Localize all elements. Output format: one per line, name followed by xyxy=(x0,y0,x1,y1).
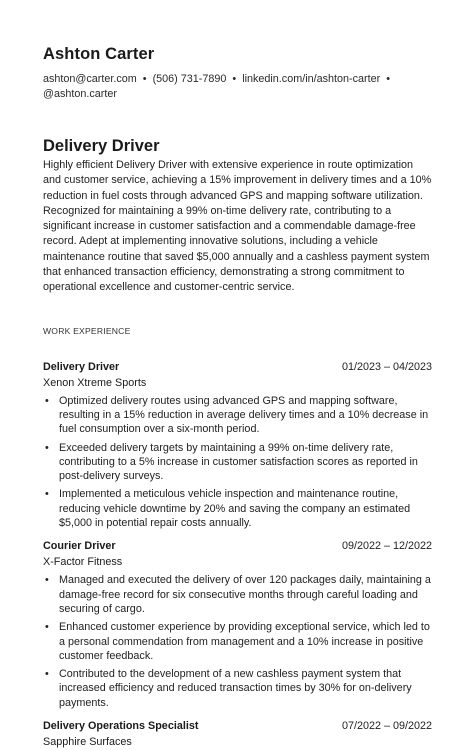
bullet-icon: • xyxy=(45,441,49,454)
list-item xyxy=(43,394,432,437)
job-bullets xyxy=(43,573,432,710)
job-dates: 09/2022 – 12/2022 xyxy=(341,540,432,553)
company-name: X-Factor Fitness xyxy=(43,556,123,569)
job-header xyxy=(43,360,432,375)
job-title: Courier Driver xyxy=(43,540,116,553)
bullet-text: Optimized delivery routes using advanced GPS and mapping software, resulting in a 15% reduction in average delivery times and a 10% decrease in fuel consumption over a six-month period. xyxy=(59,394,429,436)
bullet-icon: • xyxy=(45,574,49,587)
bullet-text: Implemented a meticulous vehicle inspection and maintenance routine, reducing vehicle downtime by 20% and saving the company an estimated $5,000 in potential repair costs annually. xyxy=(59,488,411,530)
bullet-text: Contributed to the development of a new cashless payment system that increased efficiency and reduced transaction times by 30% for on-delivery payments. xyxy=(59,668,412,709)
contact-phone: (506) 731-7890 xyxy=(152,73,227,85)
candidate-name: Ashton Carter xyxy=(43,45,155,63)
bullet-text: Exceeded delivery targets by maintaining a 99% on-time delivery rate, contributing to a 5% increase in customer satisfaction scores as reported in post-delivery surveys. xyxy=(59,441,418,483)
list-item xyxy=(43,620,432,663)
bullet-text: Managed and executed the delivery of over 120 packages daily, maintaining a damage-free record for six consecutive months through careful loading and securing of cargo. xyxy=(59,574,431,615)
summary-paragraph: Highly efficient Delivery Driver with extensive experience in route optimization and customer service, achieving a 15% improvement in delivery times and a 10% reduction in fuel costs through advanced GPS and mapping software utilization. Recognized for maintaining a 99% on-time delivery rate, contributing to a significant increase in customer satisfaction and a commendable damage-free record. Adept at implementing innovative solutions, including a vehicle maintenance routine that saved $5,000 annually and a cashless payment system that enhanced transaction efficiency, demonstrating a strong commitment to operational excellence and customer-centric service. xyxy=(43,159,432,294)
job-dates: 01/2023 – 04/2023 xyxy=(341,360,432,373)
job-title: Delivery Operations Specialist xyxy=(43,720,199,733)
list-item xyxy=(43,573,432,616)
job-header xyxy=(43,719,432,734)
list-item xyxy=(43,487,432,530)
bullet-icon: • xyxy=(45,394,49,407)
contact-separator: • xyxy=(142,73,147,85)
job-list xyxy=(43,360,432,750)
list-item xyxy=(43,667,432,710)
contact-line xyxy=(43,72,432,102)
contact-handle: @ashton.carter xyxy=(43,88,117,100)
job-bullets xyxy=(43,394,432,531)
contact-separator: • xyxy=(386,73,390,85)
job-header xyxy=(43,539,432,554)
bullet-icon: • xyxy=(45,668,49,681)
job-dates: 07/2022 – 09/2022 xyxy=(341,720,432,733)
contact-email: ashton@carter.com xyxy=(43,73,137,85)
contact-linkedin: linkedin.com/in/ashton-carter xyxy=(242,73,381,85)
job-entry xyxy=(43,360,432,531)
resume-title: Delivery Driver xyxy=(43,137,160,155)
list-item xyxy=(43,441,432,484)
company-name: Sapphire Surfaces xyxy=(43,736,132,749)
bullet-icon: • xyxy=(45,488,49,501)
section-heading-work-experience: WORK EXPERIENCE xyxy=(43,325,131,336)
job-title: Delivery Driver xyxy=(43,360,120,373)
contact-separator: • xyxy=(232,73,237,85)
bullet-icon: • xyxy=(45,621,49,634)
job-entry xyxy=(43,539,432,710)
bullet-text: Enhanced customer experience by providing exceptional service, which led to a personal commendation from management and a 10% increase in positive customer feedback. xyxy=(59,621,430,662)
company-name: Xenon Xtreme Sports xyxy=(43,376,147,389)
job-entry xyxy=(43,719,432,750)
